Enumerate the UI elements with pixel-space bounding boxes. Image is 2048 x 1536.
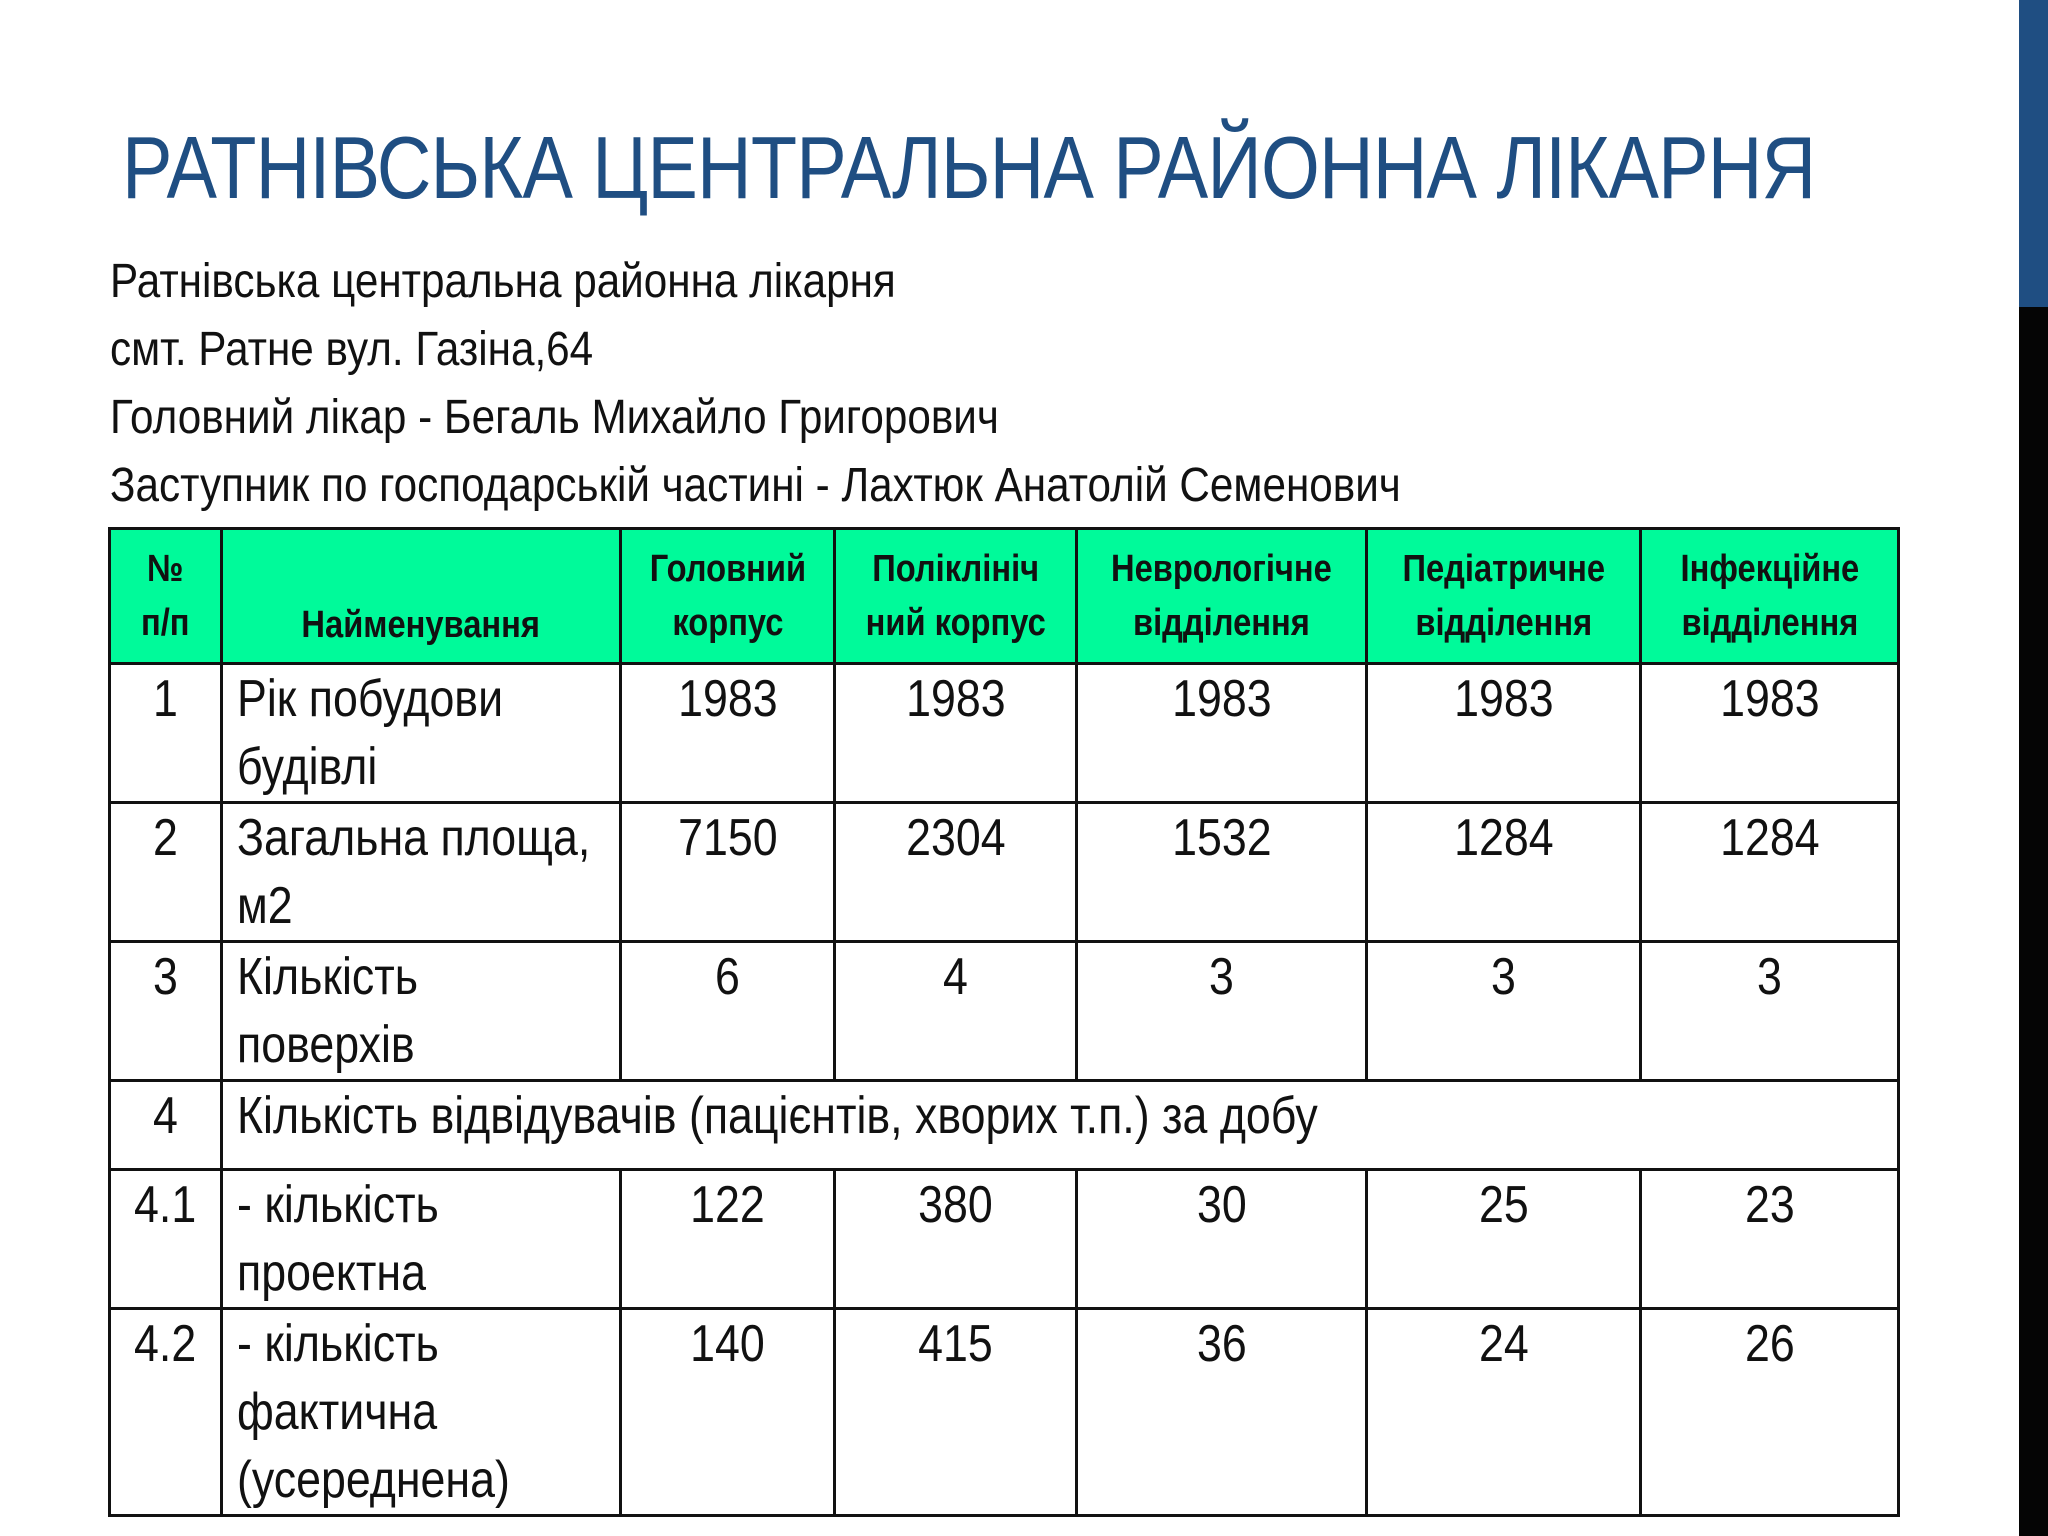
table-row	[110, 1170, 1899, 1309]
row-name-line2: будівлі	[237, 738, 378, 796]
cell-neurology: 1983	[1077, 664, 1367, 803]
header-number-line2: п/п	[141, 602, 190, 644]
cell-infectious: 23	[1641, 1170, 1899, 1309]
row-number: 4.1	[110, 1170, 222, 1309]
header-pediatrics	[1367, 529, 1641, 664]
header-c1-line1: Головний	[649, 548, 806, 590]
header-c5-line1: Інфекційне	[1680, 548, 1859, 590]
row-name-merged: Кількість відвідувачів (пацієнтів, хворих т.п.) за добу	[222, 1081, 1899, 1170]
cell-main-building: 140	[621, 1309, 835, 1516]
hospital-info	[110, 248, 1577, 520]
row-number: 2	[110, 803, 222, 942]
header-c4-line2: відділення	[1415, 602, 1592, 644]
row-name-line1: Кількість	[237, 948, 419, 1006]
header-main-building	[621, 529, 835, 664]
table-row	[110, 1309, 1899, 1516]
table-row	[110, 664, 1899, 803]
cell-pediatrics: 25	[1367, 1170, 1641, 1309]
info-line-chief: Головний лікар - Бегаль Михайло Григорович	[110, 391, 999, 444]
row-name-line1: - кількість	[237, 1176, 439, 1234]
row-name	[222, 942, 621, 1081]
cell-infectious: 1284	[1641, 803, 1899, 942]
cell-neurology: 30	[1077, 1170, 1367, 1309]
header-polyclinic	[835, 529, 1077, 664]
header-c4-line1: Педіатричне	[1402, 548, 1605, 590]
row-name-line2: м2	[237, 877, 293, 935]
cell-neurology: 3	[1077, 942, 1367, 1081]
accent-bar	[2019, 0, 2048, 307]
cell-infectious: 26	[1641, 1309, 1899, 1516]
cell-polyclinic: 2304	[835, 803, 1077, 942]
row-name-line2: фактична	[237, 1383, 438, 1441]
cell-infectious: 1983	[1641, 664, 1899, 803]
table-row	[110, 803, 1899, 942]
cell-main-building: 7150	[621, 803, 835, 942]
header-c2-line1: Поліклініч	[872, 548, 1039, 590]
accent-bar-dark	[2019, 307, 2048, 1536]
row-name	[222, 664, 621, 803]
buildings-table	[108, 527, 1900, 1517]
header-c1-line2: корпус	[671, 602, 784, 644]
row-name-line2: проектна	[237, 1244, 426, 1302]
row-name	[222, 1309, 621, 1516]
row-name	[222, 1170, 621, 1309]
header-infectious	[1641, 529, 1899, 664]
info-line-deputy: Заступник по господарській частині - Лахтюк Анатолій Семенович	[110, 459, 1401, 512]
table-row	[110, 942, 1899, 1081]
header-c2-line2: ний корпус	[865, 602, 1046, 644]
cell-infectious: 3	[1641, 942, 1899, 1081]
cell-main-building: 122	[621, 1170, 835, 1309]
header-name	[222, 529, 621, 664]
cell-main-building: 6	[621, 942, 835, 1081]
cell-polyclinic: 380	[835, 1170, 1077, 1309]
row-number: 3	[110, 942, 222, 1081]
slide-title: РАТНІВСЬКА ЦЕНТРАЛЬНА РАЙОННА ЛІКАРНЯ	[122, 118, 1816, 217]
header-neurology	[1077, 529, 1367, 664]
row-name-line3: (усереднена)	[237, 1451, 510, 1509]
cell-main-building: 1983	[621, 664, 835, 803]
cell-pediatrics: 3	[1367, 942, 1641, 1081]
row-name-line1: Загальна площа,	[237, 809, 591, 867]
table-row	[110, 1081, 1899, 1170]
row-number: 1	[110, 664, 222, 803]
info-line-address: смт. Ратне вул. Газіна,64	[110, 323, 594, 376]
cell-polyclinic: 4	[835, 942, 1077, 1081]
info-line-name: Ратнівська центральна районна лікарня	[110, 255, 896, 308]
cell-polyclinic: 415	[835, 1309, 1077, 1516]
cell-polyclinic: 1983	[835, 664, 1077, 803]
row-number: 4	[110, 1081, 222, 1170]
cell-pediatrics: 1284	[1367, 803, 1641, 942]
cell-pediatrics: 24	[1367, 1309, 1641, 1516]
header-c3-line1: Неврологічне	[1111, 548, 1332, 590]
row-name	[222, 803, 621, 942]
row-name-line1: Рік побудови	[237, 670, 504, 728]
header-c5-line2: відділення	[1681, 602, 1858, 644]
row-name-line2: поверхів	[237, 1016, 415, 1074]
header-number-line1: №	[147, 548, 184, 590]
row-number: 4.2	[110, 1309, 222, 1516]
row-name-line1: - кількість	[237, 1315, 439, 1373]
cell-neurology: 36	[1077, 1309, 1367, 1516]
cell-neurology: 1532	[1077, 803, 1367, 942]
header-c3-line2: відділення	[1133, 602, 1310, 644]
cell-pediatrics: 1983	[1367, 664, 1641, 803]
header-name-text: Найменування	[301, 604, 541, 646]
table-header-row	[110, 529, 1899, 664]
header-number	[110, 529, 222, 664]
